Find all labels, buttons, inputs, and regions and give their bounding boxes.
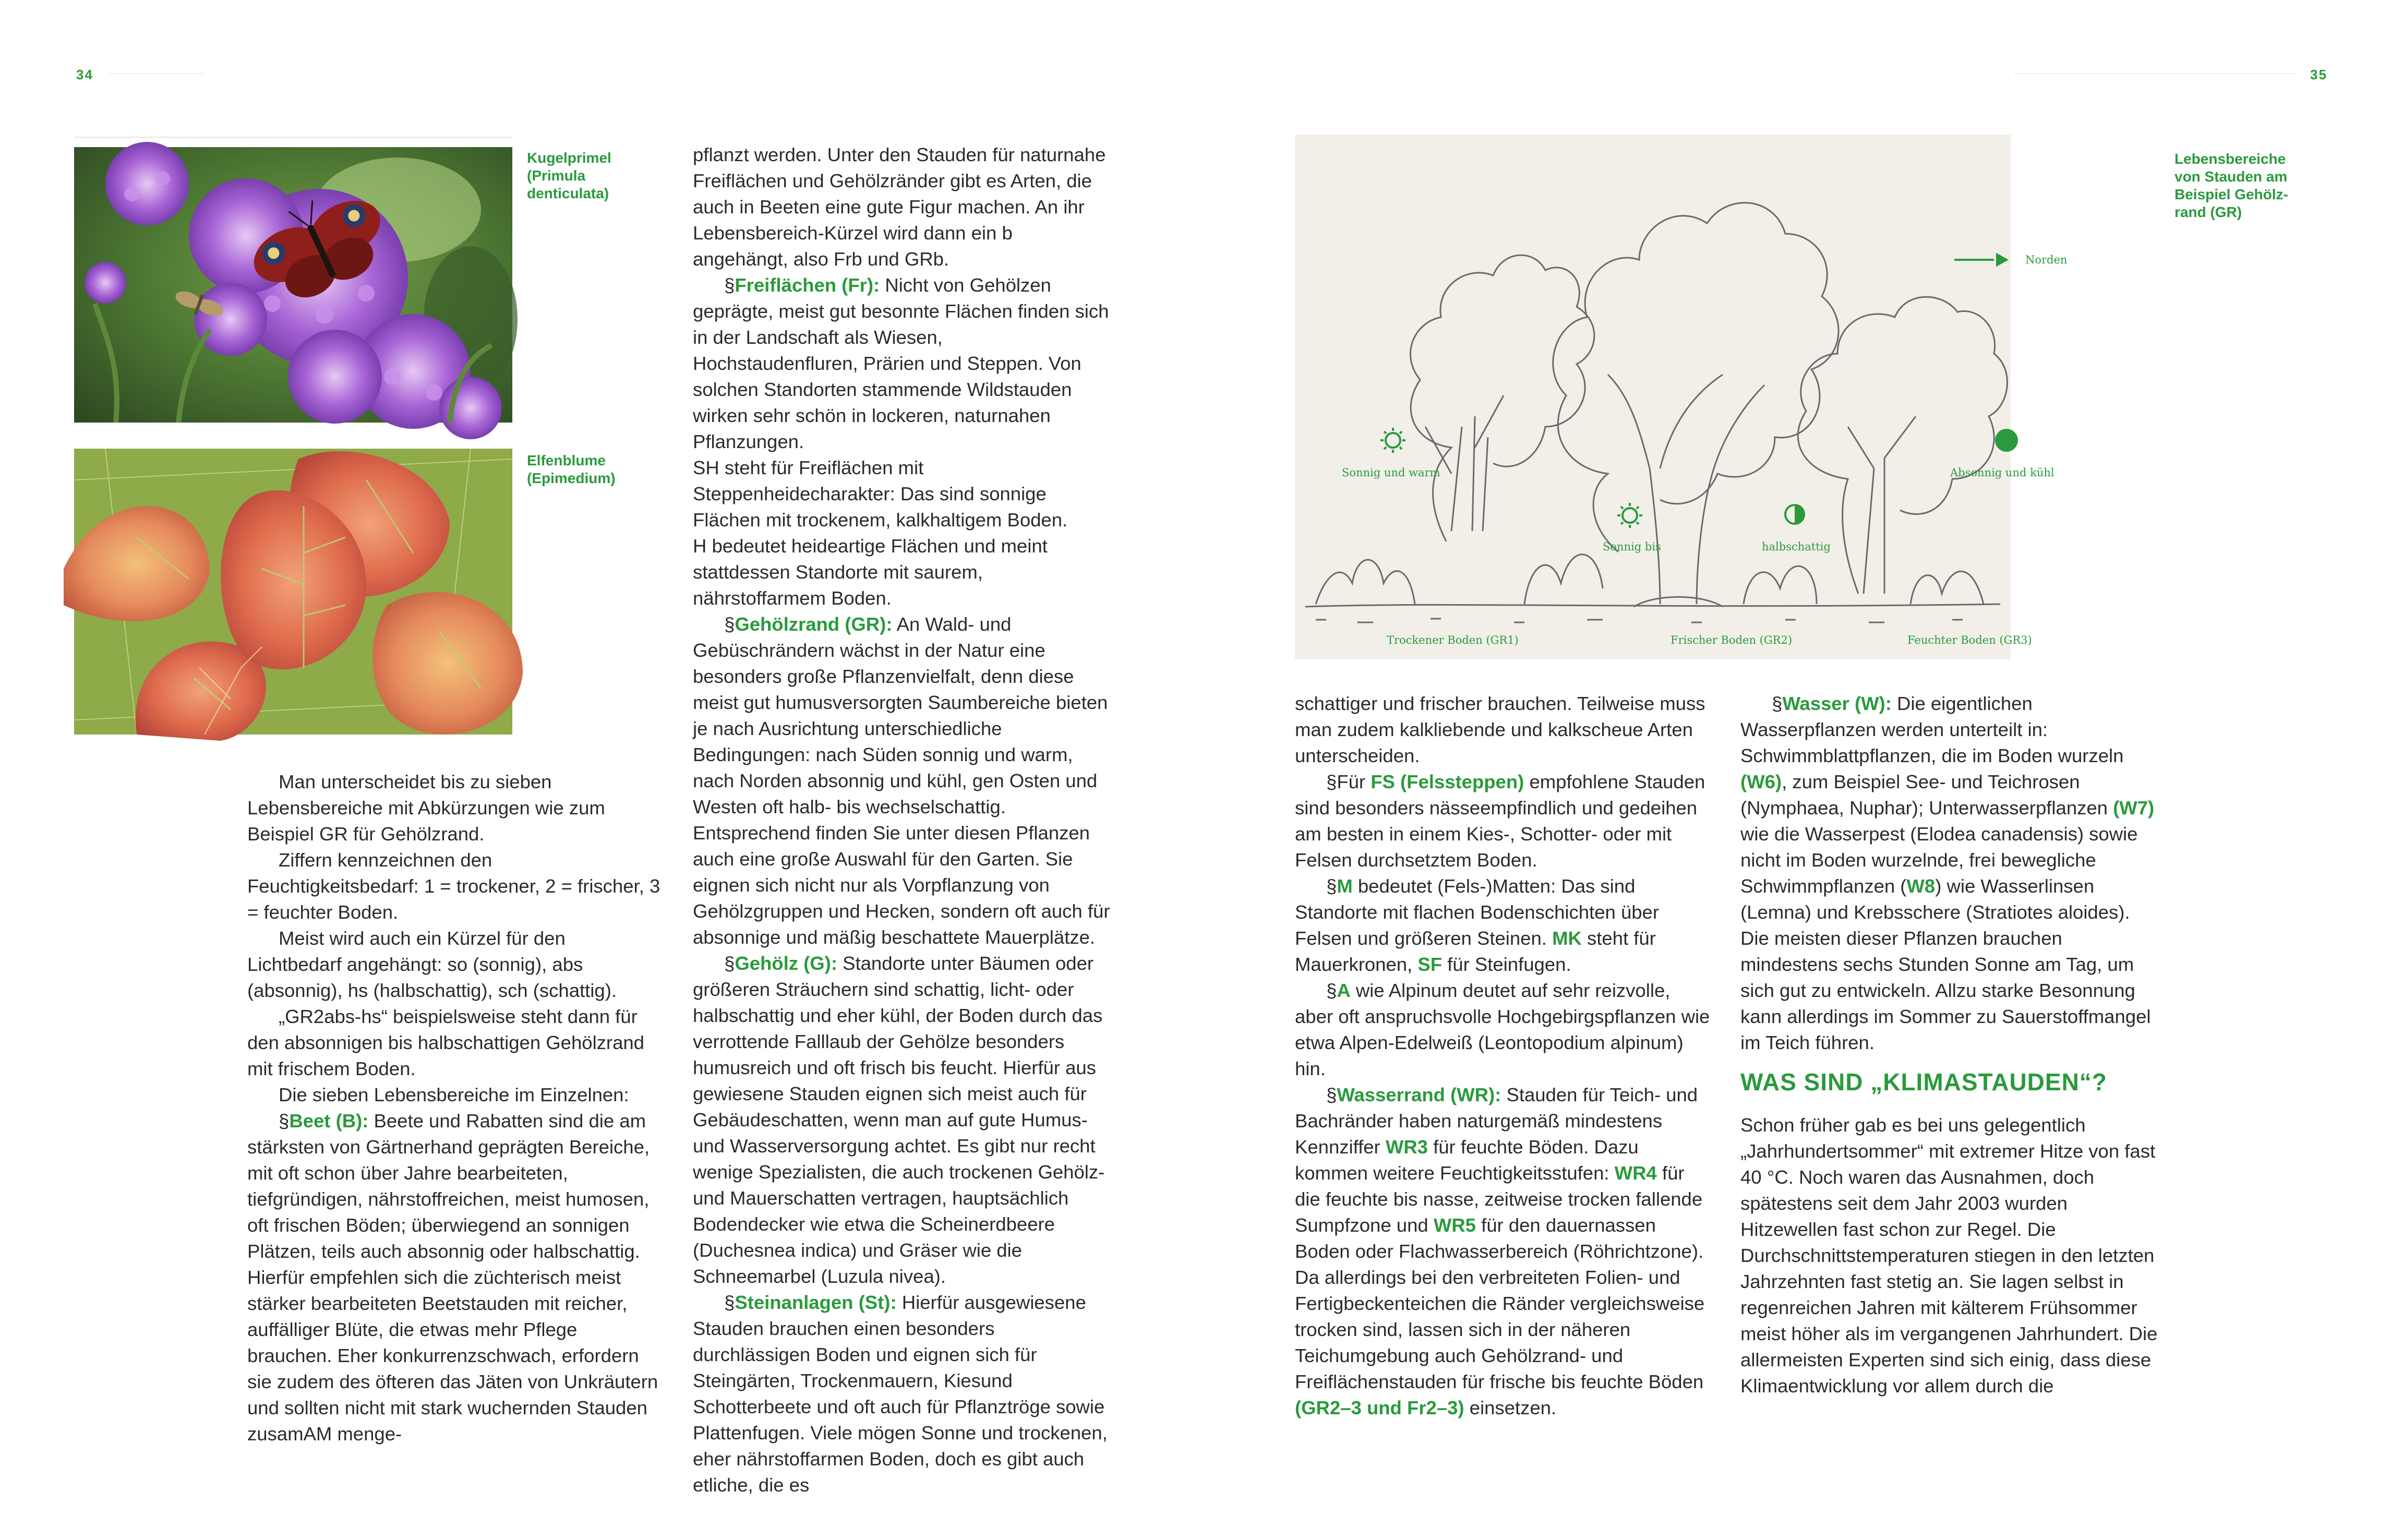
- label-half-shade: halbschattig: [1762, 540, 1831, 553]
- paragraph: §Gehölzrand (GR): An Wald- und Gebüschrändern wächst in der Natur eine besonders große Pflanzenvielfalt, denn diese meist gut humusversorgten Saumbereiche bieten je nach Ausrichtung unterschiedliche Bedingungen: nach Süden sonnig und warm, nach Norden absonnig und kühl, gen Osten und Westen oft halb- bis wechselschattig. Entsprechend finden Sie unter diesen Pflanzen auch eine große Auswahl für den Garten. Sie eignen sich nicht nur als Vorpflanzung von Gehölzgruppen und Hecken, sondern oft auch für absonnige und mäßig beschattete Mauerplätze.: [693, 613, 1110, 948]
- label-dry-soil: Trockener Boden (GR1): [1387, 634, 1519, 646]
- paragraph: Man unterscheidet bis zu sieben Lebensbereiche mit Abkürzungen wie zum Beispiel GR für Gehölzrand.: [247, 771, 605, 845]
- text-column-2: [693, 142, 1110, 1498]
- paragraph: §Steinanlagen (St): Hierfür ausgewiesene Stauden brauchen einen besonders durchlässigen Boden und eignen sich für Steingärten, Trockenmauern, Kiesund Schotterbeete und oft auch für Pflanztröge sowie Plattenfugen. Viele mögen Sonne und trockenen, eher nährstoffarmen Boden, doch es gibt auch etliche, die es: [693, 1292, 1108, 1496]
- paragraph: Meist wird auch ein Kürzel für den Lichtbedarf angehängt: so (sonnig), abs (absonnig), hs (halbschattig), sch (schattig).: [247, 928, 617, 1001]
- paragraph: „GR2abs-hs“ beispielsweise steht dann für den absonnigen bis halbschattigen Gehölzrand mit frischem Boden.: [247, 1006, 644, 1079]
- paragraph: Ziffern kennzeichnen den Feuchtigkeitsbedarf: 1 = trockener, 2 = frischer, 3 = feuchter Boden.: [247, 849, 660, 923]
- label-moist-soil: Feuchter Boden (GR3): [1907, 634, 2032, 646]
- text-column-4: [1740, 691, 2158, 1399]
- paragraph: §Für FS (Felssteppen) empfohlene Stauden sind besonders nässeempfindlich und gedeihen am besten in einem Kies-, Schotter- oder mit Felsen durchsetztem Boden.: [1295, 771, 1705, 871]
- term-steinanlagen: Steinanlagen (St):: [735, 1292, 897, 1313]
- paragraph: §Freiflächen (Fr): Nicht von Gehölzen geprägte, meist gut besonnte Flächen finden sich in der Landschaft als Wiesen, Hochstaudenfluren, Prärien und Steppen. Von solchen Standorten stammende Wildstauden wirken sehr schön in lockeren, naturnahen Pflanzungen.: [693, 274, 1109, 452]
- label-sunny-warm: Sonnig und warm: [1342, 466, 1440, 479]
- paragraph: §M bedeutet (Fels-)Matten: Das sind Standorte mit flachen Bodenschichten über Felsen und größeren Steinen. MK steht für Mauerkronen, SF für Steinfugen.: [1295, 875, 1659, 975]
- term-felssteppen: FS (Felssteppen): [1371, 771, 1524, 792]
- epimedium-photo: [74, 449, 512, 735]
- header-rule-left: [110, 73, 203, 74]
- page-number-left: 34: [76, 67, 93, 82]
- paragraph: §Wasserrand (WR): Stauden für Teich- und Bachränder haben naturgemäß mindestens Kennziffer WR3 für feuchte Böden. Dazu kommen weitere Feuchtigkeitsstufen: WR4 für die feuchte bis nasse, zeitweise trocken fallende Sumpfzone und WR5 für den dauernassen Boden oder Flachwasserbereich (Röhrichtzone). Da allerdings bei den verbreiteten Folien- und Fertigbeckenteichen die Ränder vergleichsweise trocken sind, lassen sich in der näheren Teichumgebung auch Gehölzrand- und Freiflächenstauden für frische bis feuchte Böden (GR2–3 und Fr2–3) einsetzen.: [1295, 1084, 1705, 1418]
- page-number-right: 35: [2310, 67, 2327, 82]
- paragraph: Schon früher gab es bei uns gelegentlich „Jahrhundertsommer“ mit extremer Hitze von fast 40 °C. Noch waren das Ausnahmen, doch spätestens seit dem Jahr 2003 wurden Hitzewellen fast schon zur Regel. Die Durchschnittstemperaturen stiegen in den letzten Jahrzehnten fast stetig an. Sie lagen selbst in regenreichen Jahren mit kälterem Frühsommer meist höher als im vergangenen Jahrhundert. Die allermeisten Experten sind sich einig, dass diese Klimaentwicklung vor allem durch die: [1740, 1114, 2158, 1397]
- illustration-caption: Lebensbereiche von Stauden am Beispiel Gehölz- rand (GR): [2174, 151, 2288, 220]
- header-rule-right: [2014, 73, 2296, 74]
- term-gehoelzrand: Gehölzrand (GR):: [735, 613, 893, 635]
- paragraph: §Beet (B): Beete und Rabatten sind die am stärksten von Gärtnerhand geprägten Bereiche, mit oft schon über Jahre bearbeiteten, tiefgründigen, nährstoffreichen, meist humosen, oft frischen Böden; überwiegend an sonnigen Plätzen, teils auch absonnig oder halbschattig. Hierfür empfehlen sich die züchterisch meist stärker bearbeiteten Beetstauden mit reicher, auffälliger Blüte, die etwas mehr Pflege brauchen. Eher konkurrenzschwach, erfordern sie zudem des öfteren das Jäten von Unkräutern und sollten nicht mit stark wuchernden Stauden zusamAM menge-: [247, 1110, 658, 1445]
- label-sunny-to: Sonnig bis: [1603, 540, 1661, 553]
- term-gehoelz: Gehölz (G):: [735, 953, 837, 974]
- paragraph: SH steht für Freiflächen mit Steppenheidecharakter: Das sind sonnige Flächen mit trockenem, kalkhaltigem Boden.: [693, 457, 1068, 531]
- text-column-3: [1295, 691, 1712, 1421]
- term-wasser: Wasser (W):: [1782, 693, 1892, 714]
- primula-photo: [74, 147, 512, 423]
- photo-top-rule: [74, 137, 512, 138]
- photo-caption-epimedium: Elfenblume (Epimedium): [527, 452, 616, 486]
- paragraph: pflanzt werden. Unter den Stauden für naturnahe Freiflächen und Gehölzränder gibt es Arten, die auch in Beeten eine gute Figur machen. An ihr Lebensbereich-Kürzel wird dann ein b angehängt, also Frb und GRb.: [693, 144, 1106, 270]
- paragraph: §Gehölz (G): Standorte unter Bäumen oder größeren Sträuchern sind schattig, licht- oder halbschattig und eher kühl, der Boden durch das verrottende Falllaub der Gehölze besonders humusreich und oft frisch bis feucht. Hierfür aus gewiesene Stauden eignen sich meist auch für Gebäudeschatten, wenn man auf gute Humus- und Wasserversorgung achtet. Es gibt nur recht wenige Spezialisten, die auch trockenen Gehölz- und Mauerschatten vertragen, hauptsächlich Bodendecker wie etwa die Scheinerdbeere (Duchesnea indica) und Gräser wie die Schneemarbel (Luzula nivea).: [693, 953, 1105, 1287]
- habitat-illustration: [1295, 135, 2068, 659]
- label-shade-cool: Absonnig und kühl: [1950, 466, 2054, 479]
- paragraph: §A wie Alpinum deutet auf sehr reizvolle, aber oft anspruchsvolle Hochgebirgspflanzen wie etwa Alpen-Edelweiß (Leontopodium alpinum) hin.: [1295, 980, 1710, 1079]
- photo-caption-primula: Kugelprimel (Primula denticulata): [527, 150, 611, 201]
- label-north: Norden: [2025, 254, 2068, 266]
- term-wasserrand: Wasserrand (WR):: [1337, 1084, 1501, 1105]
- paragraph: schattiger und frischer brauchen. Teilweise muss man zudem kalkliebende und kalkscheue Arten unterscheiden.: [1295, 693, 1705, 766]
- section-heading-klimastauden: WAS SIND „KLIMASTAUDEN“?: [1740, 1068, 2107, 1096]
- paragraph: §Wasser (W): Die eigentlichen Wasserpflanzen werden unterteilt in: Schwimmblattpflanzen, die im Boden wurzeln (W6), zum Beispiel See- und Teichrosen (Nymphaea, Nuphar); Unterwasserpflanzen (W7) wie die Wasserpest (Elodea canadensis) sowie nicht im Boden wurzelnde, frei bewegliche Schwimmpflanzen (W8) wie Wasserlinsen (Lemna) und Krebsschere (Stratiotes aloides). Die meisten dieser Pflanzen brauchen mindestens sechs Stunden Sonne am Tag, um sich gut zu entwickeln. Allzu starke Besonnung kann allerdings im Sommer zu Sauerstoffmangel im Teich führen.: [1740, 693, 2155, 1053]
- paragraph: H bedeutet heideartige Flächen und meint stattdessen Standorte mit saurem, nährstoffarmem Boden.: [693, 535, 1048, 609]
- text-column-1: [247, 769, 665, 1447]
- label-fresh-soil: Frischer Boden (GR2): [1671, 634, 1793, 646]
- paragraph: Die sieben Lebensbereiche im Einzelnen:: [279, 1084, 629, 1105]
- term-freiflaechen: Freiflächen (Fr):: [735, 274, 880, 296]
- term-beet: Beet (B):: [289, 1110, 369, 1132]
